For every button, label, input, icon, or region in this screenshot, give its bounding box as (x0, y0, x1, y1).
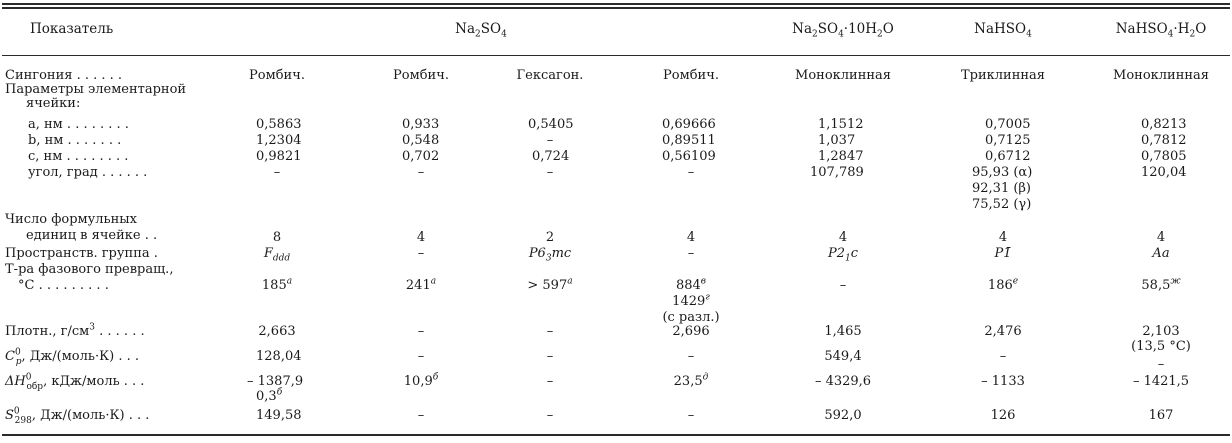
col3-a: 0,5405 (528, 117, 574, 132)
label-formula-units: Число формульных (5, 212, 137, 227)
header-rule (2, 55, 1230, 56)
col5-b: 1,037 (818, 133, 856, 148)
label-syngony: Сингония . . . . . . (5, 68, 123, 83)
col7-formula-units: 4 (1156, 230, 1166, 245)
col4-phase-t-3: (с разл.) (662, 310, 720, 325)
top-double-rule-1 (2, 3, 1230, 5)
label-phase-transition-2: °С . . . . . . . . . (18, 278, 109, 293)
bottom-rule (2, 434, 1230, 436)
col5-angle: 107,789 (810, 165, 864, 180)
col6-phase-t: $186^е$ (987, 276, 1019, 293)
col1-enthalpy: – 1387,9 (247, 374, 304, 389)
col6-angle-3: 75,52 (γ) (972, 197, 1032, 212)
col5-heat-capacity: 549,4 (824, 349, 862, 364)
col5-phase-t: – (839, 278, 847, 293)
col5-syngony: Моноклинная (795, 68, 891, 83)
col3-enthalpy: – (546, 374, 554, 389)
col4-space-group: – (687, 246, 695, 261)
col4-syngony: Ромбич. (663, 68, 719, 83)
col6-space-group: P1̄ (994, 246, 1012, 261)
col6-angle: 95,93 (α) (972, 165, 1033, 180)
col2-heat-capacity: – (417, 349, 425, 364)
label-heat-capacity: $C^0_p$, Дж/(моль·К) . . . (5, 347, 140, 367)
col2-syngony: Ромбич. (393, 68, 449, 83)
col7-a: 0,8213 (1141, 117, 1187, 132)
col7-heat-capacity: – (1157, 357, 1165, 372)
col7-space-group: Aa (1152, 246, 1170, 261)
col6-angle-2: 92,31 (β) (972, 181, 1032, 196)
col5-c: 1,2847 (818, 149, 864, 164)
col2-phase-t: $241^а$ (405, 276, 437, 293)
label-c: с, нм . . . . . . . . (28, 149, 129, 164)
col3-density: – (546, 324, 554, 339)
col5-a: 1,1512 (818, 117, 864, 132)
col1-entropy: 149,58 (256, 408, 302, 423)
header-na2so4: $Na_2SO_4$ (455, 21, 507, 40)
col5-formula-units: 4 (838, 230, 848, 245)
col2-a: 0,933 (402, 117, 440, 132)
col1-heat-capacity: 128,04 (256, 349, 302, 364)
header-na2so4-decahydrate: $Na_2SO_4\cdot 10H_2O$ (792, 21, 894, 40)
col7-entropy: 167 (1148, 408, 1174, 423)
col3-phase-t: > $597^а$ (527, 276, 573, 293)
col1-a: 0,5863 (256, 117, 302, 132)
col6-density: 2,476 (984, 324, 1022, 339)
col6-a: 0,7005 (985, 117, 1031, 132)
label-cell-params: Параметры элементарной (5, 82, 187, 97)
col2-density: – (417, 324, 425, 339)
col6-syngony: Триклинная (961, 68, 1045, 83)
col3-c: 0,724 (532, 149, 570, 164)
col5-entropy: 592,0 (824, 408, 862, 423)
col3-angle: – (546, 165, 554, 180)
col3-space-group: $P6_3mc$ (528, 246, 572, 264)
col7-density-2: (13,5 °С) (1131, 339, 1191, 354)
col1-c: 0,9821 (256, 149, 302, 164)
label-cell-params-2: ячейки: (26, 96, 81, 111)
header-parameter: Показатель (30, 21, 114, 37)
col6-entropy: 126 (990, 408, 1016, 423)
col1-enthalpy-2: $0,3^б$ (256, 387, 283, 404)
col2-entropy: – (417, 408, 425, 423)
col6-formula-units: 4 (998, 230, 1008, 245)
header-nahso4-hydrate: $NaHSO_4\cdot H_2O$ (1115, 21, 1207, 40)
label-entropy: $S^0_{298}$, Дж/(моль·К) . . . (5, 406, 150, 426)
col7-enthalpy: – 1421,5 (1132, 374, 1190, 389)
col4-c: 0,56109 (662, 149, 716, 164)
col1-angle: – (273, 165, 281, 180)
col1-phase-t: $185^а$ (261, 276, 293, 293)
col2-formula-units: 4 (416, 230, 426, 245)
col3-syngony: Гексагон. (516, 68, 584, 83)
col4-heat-capacity: – (687, 349, 695, 364)
col5-space-group: $P2_1c$ (827, 246, 859, 264)
col3-b: – (546, 133, 554, 148)
label-phase-transition: Т-ра фазового превращ., (5, 262, 174, 277)
col4-enthalpy: $23,5^д$ (673, 372, 709, 389)
col7-phase-t: $58,5^ж$ (1141, 276, 1181, 293)
col2-space-group: – (417, 246, 425, 261)
label-b: b, нм . . . . . . . (28, 133, 122, 148)
col1-b: 1,2304 (256, 133, 302, 148)
col3-heat-capacity: – (546, 349, 554, 364)
col6-b: 0,7125 (985, 133, 1031, 148)
col4-formula-units: 4 (686, 230, 696, 245)
col3-formula-units: 2 (545, 230, 555, 245)
col4-entropy: – (687, 408, 695, 423)
col6-c: 0,6712 (985, 149, 1031, 164)
col2-c: 0,702 (402, 149, 440, 164)
col7-angle: 120,04 (1141, 165, 1187, 180)
col4-a: 0,69666 (662, 117, 716, 132)
top-double-rule-2 (2, 7, 1230, 9)
label-space-group: Пространств. группа . (5, 246, 158, 261)
header-nahso4: NaHSO$_4$ (974, 21, 1032, 40)
col1-density: 2,663 (258, 324, 296, 339)
col4-b: 0,89511 (662, 133, 716, 148)
col5-density: 1,465 (824, 324, 862, 339)
col4-angle: – (687, 165, 695, 180)
col2-b: 0,548 (402, 133, 440, 148)
label-formula-units-2: единиц в ячейке . . (26, 228, 158, 243)
label-a: а, нм . . . . . . . . (28, 117, 129, 132)
col1-formula-units: 8 (272, 230, 282, 245)
col4-phase-t-2: $1429^г$ (672, 292, 710, 309)
label-density: Плотн., $г/см^3$ . . . . . . (5, 322, 145, 339)
col2-angle: – (417, 165, 425, 180)
col6-enthalpy: – 1133 (981, 374, 1025, 389)
col7-density: 2,103 (1142, 324, 1180, 339)
label-angle: угол, град . . . . . . (28, 165, 148, 180)
label-enthalpy: $\Delta H^0_{обр}$, кДж/моль . . . (5, 372, 145, 392)
col6-heat-capacity: – (999, 349, 1007, 364)
col7-syngony: Моноклинная (1113, 68, 1209, 83)
col4-phase-t: $884^в$ (675, 276, 707, 293)
col7-b: 0,7812 (1141, 133, 1187, 148)
col7-c: 0,7805 (1141, 149, 1187, 164)
col3-entropy: – (546, 408, 554, 423)
col2-enthalpy: $10,9^б$ (403, 372, 439, 389)
col5-enthalpy: – 4329,6 (814, 374, 872, 389)
col1-syngony: Ромбич. (249, 68, 305, 83)
col4-density: 2,696 (672, 324, 710, 339)
col1-space-group: $F_{ddd}$ (263, 246, 291, 264)
